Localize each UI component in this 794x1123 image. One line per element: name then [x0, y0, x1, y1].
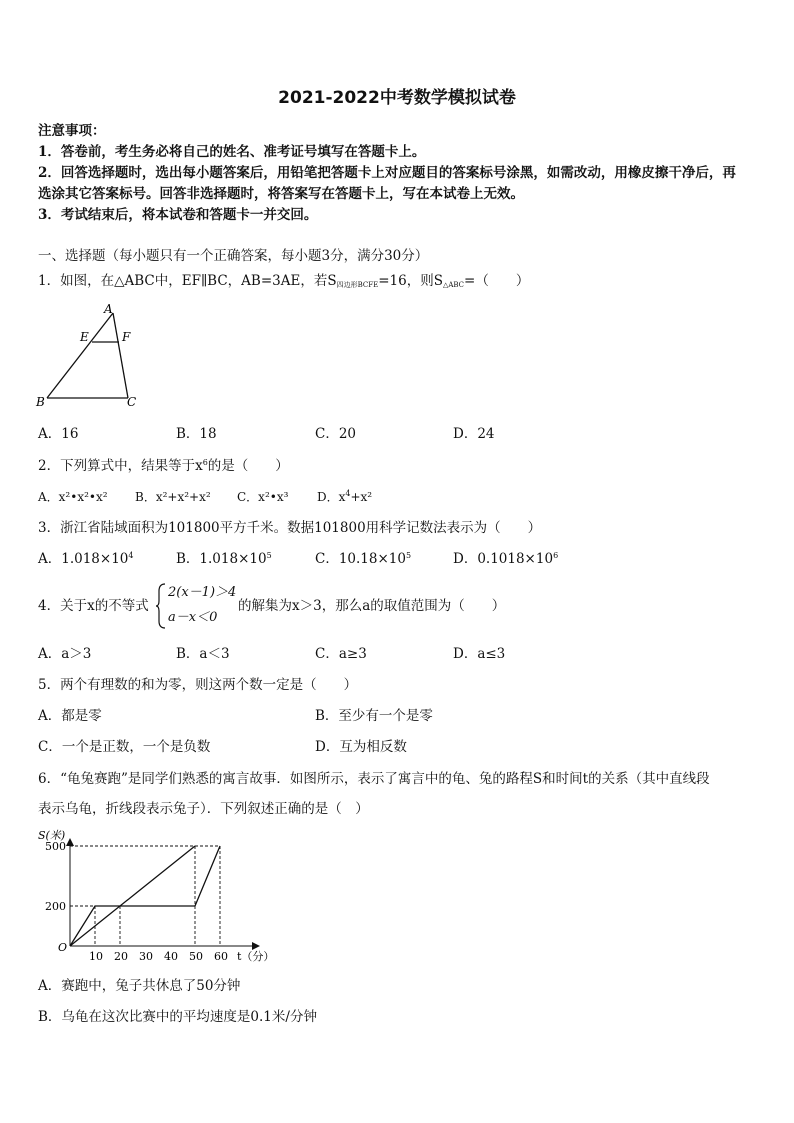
- q1-stem: [38, 275, 529, 289]
- line-ab: [47, 313, 113, 398]
- q4-option-c: C．a≥3: [315, 646, 367, 662]
- q1-option-d: D．24: [453, 426, 495, 442]
- q5-option-b: B．至少有一个是零: [315, 708, 433, 724]
- q4-option-b: B．a＜3: [176, 646, 230, 662]
- q6-option-b: B．乌龟在这次比赛中的平均速度是0.1米/分钟: [38, 1009, 317, 1025]
- q2-option-d: [317, 491, 372, 503]
- x-tick-label-40: 40: [164, 950, 178, 963]
- q1-option-c: C．20: [315, 426, 357, 442]
- q1-option-a: A．16: [38, 426, 79, 442]
- q2-option-c: C．x²•x³: [237, 490, 289, 504]
- q3-option-d: [453, 553, 558, 567]
- label-a: A: [104, 302, 113, 316]
- q2-stem-a: 2．下列算式中，结果等于x: [38, 458, 203, 474]
- y-tick-label-200: 200: [45, 900, 66, 913]
- x-axis-arrow: [252, 942, 260, 950]
- q5-option-d: D．互为相反数: [315, 739, 407, 755]
- q3-option-d-sup: 6: [553, 551, 559, 560]
- x-tick-label-50: 50: [189, 950, 203, 963]
- q3-option-a-base: A．1.018×10: [38, 551, 129, 567]
- x-tick-label-10: 10: [89, 950, 103, 963]
- q6-stem-line-1: 6．“龟兔赛跑”是同学们熟悉的寓言故事．如图所示，表示了寓言中的龟、兔的路程S和时间t的关系（其中直线段: [38, 771, 710, 787]
- section-heading: 一、选择题（每小题只有一个正确答案，每小题3分，满分30分）: [38, 248, 429, 264]
- label-b: B: [36, 395, 45, 409]
- q1-stem-c: =（ ）: [464, 273, 530, 289]
- q4-system-line-1: 2(x－1)＞4: [168, 585, 237, 600]
- q2-option-d-base: D．x: [317, 490, 346, 504]
- q6-stem-line-2: 表示乌龟，折线段表示兔子）．下列叙述正确的是（ ）: [38, 801, 369, 817]
- q2-option-d-sup: 4: [345, 489, 351, 498]
- x-tick-label-30: 30: [139, 950, 153, 963]
- rabbit-line: [70, 846, 220, 946]
- q3-option-c: [315, 553, 411, 567]
- q1-sub-tri: △ABC: [442, 281, 465, 289]
- q3-option-b: [176, 553, 272, 567]
- notice-item-2-cont: 选涂其它答案标号。回答非选择题时，将答案写在答题卡上，写在本试卷上无效。: [38, 186, 524, 202]
- label-e: E: [80, 330, 89, 344]
- y-axis-label: S(米): [38, 829, 66, 842]
- x-axis-label: t（分）: [237, 950, 275, 963]
- q1-stem-b: =16，则S: [378, 273, 443, 289]
- label-f: F: [122, 330, 131, 344]
- label-c: C: [127, 395, 137, 409]
- q2-stem: [38, 460, 289, 474]
- q4-stem-a: 4．关于x的不等式: [38, 598, 149, 614]
- q4-system-line-2: a－x＜0: [168, 610, 218, 625]
- x-tick-label-20: 20: [114, 950, 128, 963]
- q3-stem: 3．浙江省陆域面积为101800平方千米。数据101800用科学记数法表示为（ ）: [38, 520, 542, 536]
- q4-option-d: D．a≤3: [453, 646, 506, 662]
- q4-stem-b: 的解集为x＞3，那么a的取值范围为（ ）: [238, 598, 506, 614]
- graph-plot: [45, 840, 228, 963]
- q1-stem-a: 1．如图，在△ABC中，EF∥BC，AB=3AE，若S: [38, 273, 337, 289]
- x-tick-label-60: 60: [214, 950, 228, 963]
- tortoise-line: [70, 846, 195, 946]
- notice-item-3: 3．考试结束后，将本试卷和答题卡一并交回。: [38, 207, 318, 223]
- q6-option-a: A．赛跑中，兔子共休息了50分钟: [38, 978, 241, 994]
- y-axis-arrow: [66, 838, 74, 846]
- notice-item-1: 1．答卷前，考生务必将自己的姓名、准考证号填写在答题卡上。: [38, 144, 426, 160]
- q5-stem: 5．两个有理数的和为零，则这两个数一定是（ ）: [38, 677, 358, 693]
- q2-option-d-tail: +x²: [350, 490, 373, 504]
- q2-option-a: A．x²•x²•x²: [38, 490, 108, 504]
- q2-stem-b: 的是（ ）: [207, 458, 289, 474]
- line-ac: [113, 313, 128, 398]
- q4-option-a: A．a＞3: [38, 646, 92, 662]
- notice-heading: 注意事项：: [38, 123, 106, 139]
- page-title: 2021-2022中考数学模拟试卷: [278, 88, 516, 108]
- notice-item-2: 2．回答选择题时，选出每小题答案后，用铅笔把答题卡上对应题目的答案标号涂黑，如需改动，用橡皮擦干净后，再: [38, 165, 736, 181]
- q3-option-a-sup: 4: [128, 551, 134, 560]
- q4-brace: [155, 583, 167, 629]
- origin-label: O: [58, 941, 68, 954]
- q5-option-a: A．都是零: [38, 708, 102, 724]
- q1-triangle-figure: [30, 300, 150, 412]
- q3-option-a: [38, 553, 133, 567]
- q3-option-b-base: B．1.018×10: [176, 551, 267, 567]
- y-tick-label-500: 500: [45, 840, 66, 853]
- q5-option-c: C．一个是正数，一个是负数: [38, 739, 211, 755]
- race-graph: [30, 828, 275, 963]
- q2-option-b: B．x²+x²+x²: [135, 490, 211, 504]
- q1-sub-quad: 四边形BCFE: [336, 281, 379, 289]
- q3-option-c-sup: 5: [405, 551, 412, 560]
- q3-option-c-base: C．10.18×10: [315, 551, 406, 567]
- q2-stem-sup: 6: [202, 458, 208, 467]
- q3-option-b-sup: 5: [266, 551, 272, 560]
- q1-option-b: B．18: [176, 426, 217, 442]
- q3-option-d-base: D．0.1018×10: [453, 551, 554, 567]
